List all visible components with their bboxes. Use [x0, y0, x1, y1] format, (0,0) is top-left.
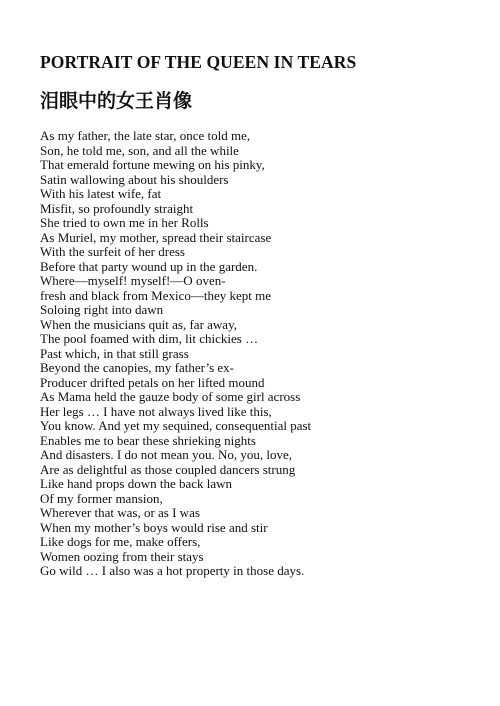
poem-line: Where—myself! myself!—O oven-: [40, 273, 226, 288]
poem-line: With his latest wife, fat: [40, 186, 162, 201]
poem-title-chinese: 泪眼中的女王肖像: [40, 90, 193, 112]
poem-title-english: PORTRAIT OF THE QUEEN IN TEARS: [40, 52, 357, 72]
poem-line: Producer drifted petals on her lifted mound: [40, 374, 265, 390]
poem-line: That emerald fortune mewing on his pinky,: [40, 157, 265, 172]
poem-line: As my father, the late star, once told me,: [40, 128, 251, 143]
poem-line: fresh and black from Mexico—they kept me: [40, 287, 272, 303]
poem-line: Satin wallowing about his shoulders: [40, 171, 229, 187]
poem-line: Wherever that was, or as I was: [40, 505, 200, 520]
poem-line: Like dogs for me, make offers,: [40, 534, 201, 549]
poem-line: She tried to own me in her Rolls: [40, 215, 209, 230]
poem-line: Of my former mansion,: [40, 490, 163, 506]
poem-line: Son, he told me, son, and all the while: [40, 142, 239, 158]
poem-line: When the musicians quit as, far away,: [40, 316, 237, 332]
poem-line: Women oozing from their stays: [40, 548, 204, 564]
document-page: [40, 52, 480, 579]
poem-line: Are as delightful as those coupled dancers strung: [40, 461, 296, 477]
poem-line: As Mama held the gauze body of some girl across: [40, 389, 301, 404]
poem-line: Before that party wound up in the garden.: [40, 258, 258, 274]
poem-body: [40, 129, 480, 579]
poem-line: As Muriel, my mother, spread their staircase: [40, 229, 272, 245]
poem-line: You know. And yet my sequined, consequential past: [40, 418, 312, 433]
poem-line: Go wild … I also was a hot property in those days.: [40, 563, 305, 578]
poem-line: Misfit, so profoundly straight: [40, 200, 194, 216]
poem-line: Her legs … I have not always lived like this,: [40, 403, 272, 419]
poem-line: Enables me to bear these shrieking nights: [40, 432, 256, 448]
poem-line: Past which, in that still grass: [40, 345, 189, 361]
poem-line: Beyond the canopies, my father’s ex-: [40, 360, 234, 375]
poem-line: The pool foamed with dim, lit chickies …: [40, 331, 259, 346]
poem-line: And disasters. I do not mean you. No, you, love,: [40, 447, 293, 462]
poem-line: Soloing right into dawn: [40, 302, 164, 317]
poem-line: When my mother’s boys would rise and stir: [40, 519, 268, 535]
poem-line: With the surfeit of her dress: [40, 244, 185, 259]
poem-line: Like hand props down the back lawn: [40, 476, 233, 491]
